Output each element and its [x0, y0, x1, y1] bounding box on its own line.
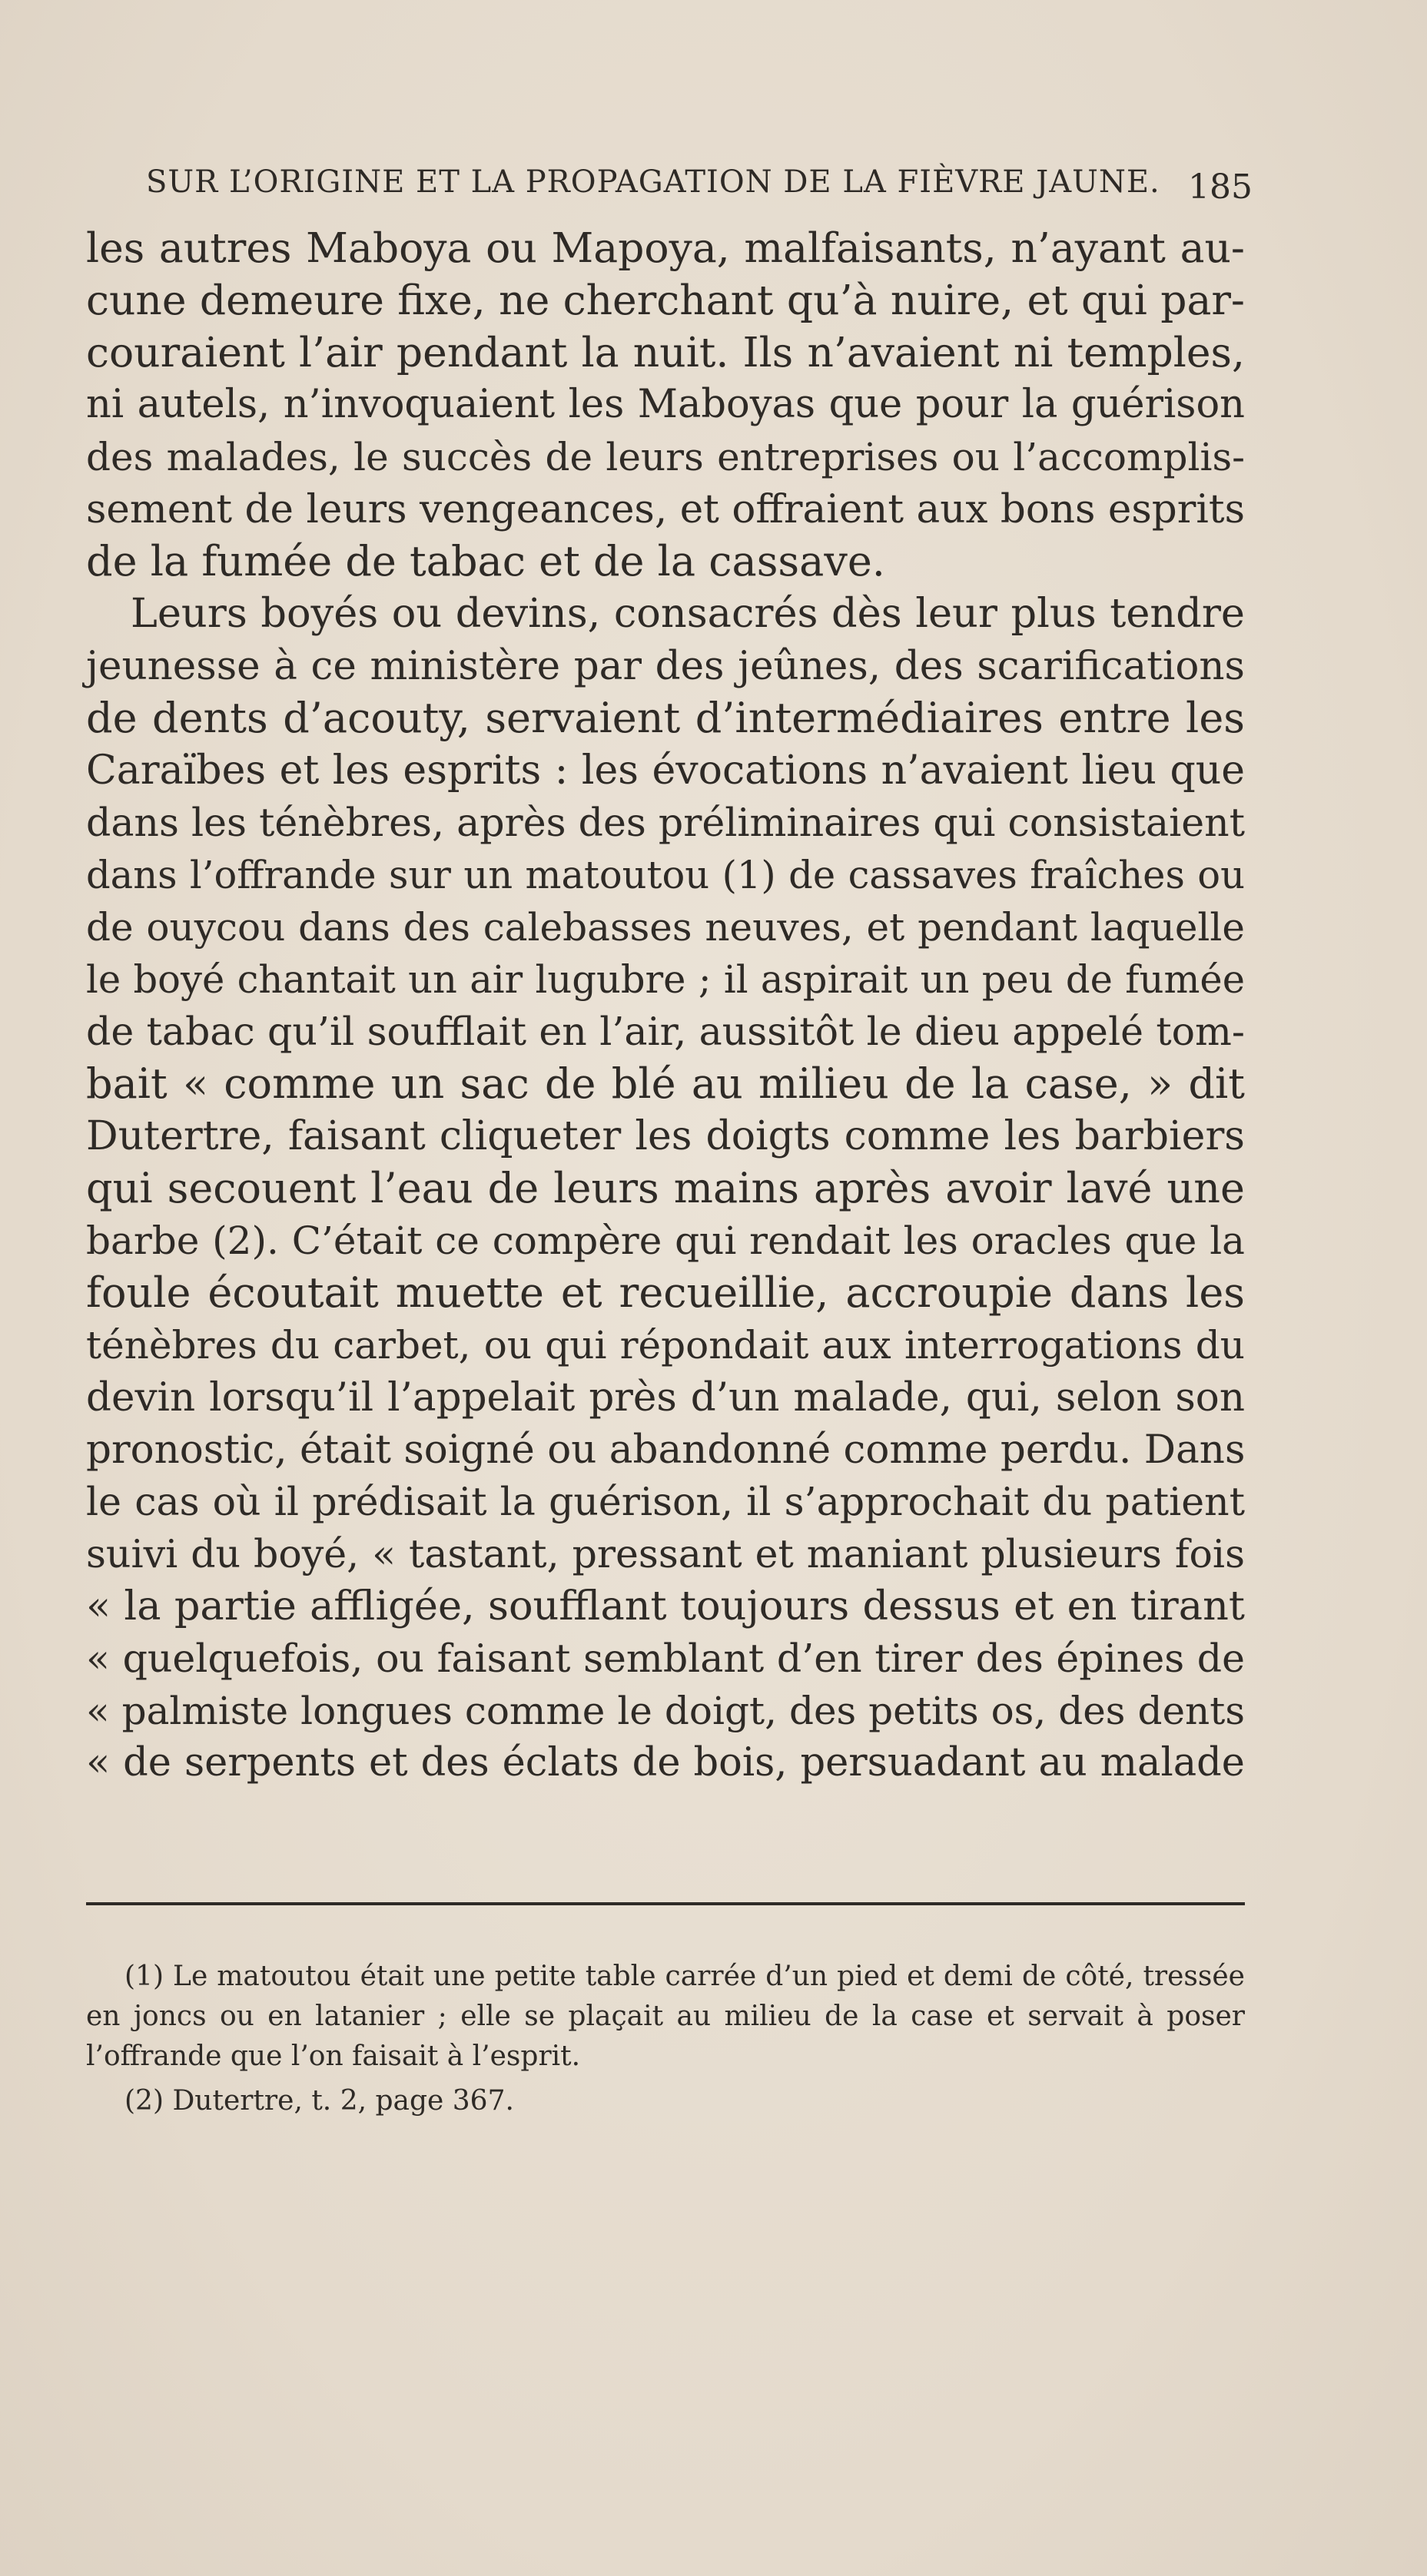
text-line: de dents d’acouty, servaient d’intermédiaires entre les: [86, 694, 1245, 742]
footnote-separator: [86, 1902, 1245, 1905]
text-line: des malades, le succès de leurs entreprises ou l’accomplis-: [86, 435, 1245, 479]
text-line: « de serpents et des éclats de bois, persuadant au malade: [86, 1740, 1245, 1785]
text-line: qui secouent l’eau de leurs mains après avoir lavé une: [86, 1164, 1245, 1212]
page-number: 185: [1188, 167, 1253, 207]
text-line: Caraïbes et les esprits : les évocations n’avaient lieu que: [86, 748, 1245, 794]
text-line: bait « comme un sac de blé au milieu de la case, » dit: [86, 1059, 1245, 1108]
footnote-line: (1) Le matoutou était une petite table carrée d’un pied et demi de côté, tressée: [124, 1961, 1245, 1992]
text-line: ténèbres du carbet, ou qui répondait aux interrogations du: [86, 1323, 1245, 1368]
text-line: dans l’offrande sur un matoutou (1) de cassaves fraîches ou: [86, 853, 1245, 897]
text-line: de tabac qu’il soufflait en l’air, aussitôt le dieu appelé tom-: [86, 1009, 1245, 1054]
text-line: jeunesse à ce ministère par des jeûnes, des scarifications: [86, 643, 1245, 689]
text-line: de ouycou dans des calebasses neuves, et pendant laquelle: [86, 905, 1245, 950]
text-line: « palmiste longues comme le doigt, des petits os, des dents: [86, 1689, 1245, 1733]
running-title: SUR L’ORIGINE ET LA PROPAGATION DE LA FIÈVRE JAUNE.: [146, 164, 1160, 200]
footnote-line: (2) Dutertre, t. 2, page 367.: [124, 2085, 514, 2117]
text-line: foule écoutait muette et recueillie, accroupie dans les: [86, 1268, 1245, 1317]
text-line: « la partie affligée, soufflant toujours dessus et en tirant: [86, 1583, 1245, 1629]
text-line: barbe (2). C’était ce compère qui rendait les oracles que la: [86, 1218, 1245, 1263]
text-line: ni autels, n’invoquaient les Maboyas que pour la guérison: [86, 382, 1245, 427]
text-line: les autres Maboya ou Mapoya, malfaisants, n’ayant au-: [86, 224, 1245, 272]
text-line: devin lorsqu’il l’appelait près d’un malade, qui, selon son: [86, 1374, 1245, 1421]
page-header: [146, 164, 1253, 211]
text-line: le cas où il prédisait la guérison, il s’approchait du patient: [86, 1479, 1245, 1524]
text-line: sement de leurs vengeances, et offraient aux bons esprits: [86, 486, 1245, 532]
text-line: cune demeure fixe, ne cherchant qu’à nuire, et qui par-: [86, 276, 1245, 324]
text-line: « quelquefois, ou faisant semblant d’en tirer des épines de: [86, 1636, 1245, 1681]
text-line: Dutertre, faisant cliqueter les doigts comme les barbiers: [86, 1113, 1245, 1159]
text-line: de la fumée de tabac et de la cassave.: [86, 537, 885, 585]
text-line: couraient l’air pendant la nuit. Ils n’avaient ni temples,: [86, 328, 1245, 376]
footnote-line: l’offrande que l’on faisait à l’esprit.: [86, 2041, 581, 2072]
footnote-line: en joncs ou en latanier ; elle se plaçait au milieu de la case et servait à poser: [86, 2001, 1245, 2032]
text-line: Leurs boyés ou devins, consacrés dès leur plus tendre: [131, 590, 1245, 637]
text-line: le boyé chantait un air lugubre ; il aspirait un peu de fumée: [86, 957, 1245, 1002]
text-line: dans les ténèbres, après des préliminaires qui consistaient: [86, 800, 1245, 845]
text-line: pronostic, était soigné ou abandonné comme perdu. Dans: [86, 1427, 1246, 1473]
text-line: suivi du boyé, « tastant, pressant et maniant plusieurs fois: [86, 1531, 1245, 1576]
